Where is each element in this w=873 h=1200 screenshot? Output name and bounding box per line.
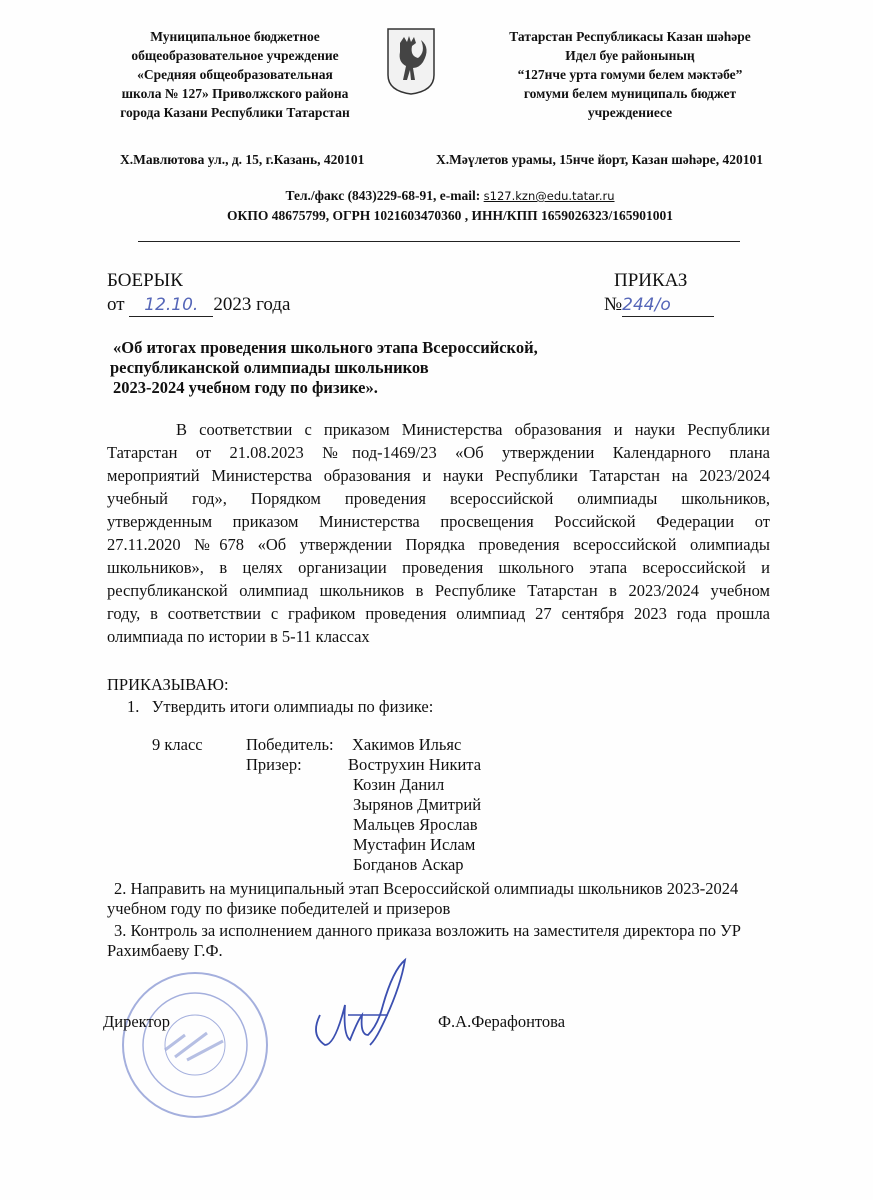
prizewinner-name: Богданов Аскар — [353, 855, 464, 874]
item-3-line: 3. Контроль за исполнением данного приказа возложить на заместителя директора по УР — [114, 921, 741, 940]
registration-codes: ОКПО 48675799, ОГРН 1021603470360 , ИНН/КПП 1659026323/165901001 — [227, 208, 673, 223]
body-line: В соответствии с приказом Министерства образования и науки Республики — [176, 420, 770, 439]
subject-line: «Об итогах проведения школьного этапа Всероссийской, — [113, 338, 538, 357]
decree-item-3 — [107, 921, 741, 961]
prizewinner-name: Мальцев Ярослав — [353, 815, 478, 834]
decree-item-1: 1. Утвердить итоги олимпиады по физике: — [127, 697, 434, 716]
subject-line: 2023-2024 учебном году по физике». — [113, 378, 378, 397]
item-2-line: учебном году по физике победителей и призеров — [107, 899, 451, 918]
prize-label: Призер: — [246, 755, 302, 774]
address-right: Х.Мәүлетов урамы, 15нче йорт, Казан шәһәре, 420101 — [436, 152, 764, 167]
header-left-line: «Средняя общеобразовательная — [137, 67, 333, 82]
header-left-line: города Казани Республики Татарстан — [120, 105, 350, 120]
body-line: утвержденным приказом Министерства просвещения Российской Федерации от — [107, 512, 770, 531]
winner-name: Хакимов Ильяс — [352, 735, 462, 754]
handwritten-date: 12.10. — [144, 295, 199, 315]
header-right-line: “127нче урта гомуми белем мәктәбе” — [517, 67, 743, 82]
header-right-line: учреждениесе — [587, 105, 673, 120]
email-link[interactable]: s127.kzn@edu.tatar.ru — [483, 189, 615, 203]
header-left-line: школа № 127» Приволжского района — [121, 86, 349, 101]
address-left: Х.Мавлютова ул., д. 15, г.Казань, 420101 — [120, 152, 365, 167]
order-subject — [110, 338, 538, 398]
grade-label: 9 класс — [152, 735, 203, 754]
contacts — [100, 186, 800, 225]
item-2-line: 2. Направить на муниципальный этап Всероссийской олимпиады школьников 2023-2024 — [114, 879, 739, 898]
date-field — [129, 294, 213, 317]
body-line: 27.11.2020 №678 «Об утверждении Порядка проведения всероссийской олимпиады — [107, 535, 770, 554]
body-line: учебный год», Порядком проведения всероссийской олимпиады школьников, — [107, 489, 770, 508]
number-prefix: № — [604, 294, 623, 315]
signature-icon — [300, 955, 410, 1065]
body-line: мероприятий Министерства образования и науки Республики Татарстан на 2023/2024 — [107, 466, 770, 485]
body-line: году, в соответствии с графиком проведения олимпиад 27 сентября 2023 года прошла — [107, 604, 770, 623]
order-date — [107, 294, 290, 317]
body-line: Татарстан от 21.08.2023 №под-1469/23 «Об утверждении Календарного плана — [107, 443, 770, 462]
body-line: республиканской олимпиад школьников в Республике Татарстан в 2023/2024 учебном — [107, 581, 770, 600]
header-left-line: Муниципальное бюджетное — [150, 29, 320, 44]
winner-label: Победитель: — [246, 735, 334, 754]
decree-item-2 — [107, 879, 738, 919]
order-number — [604, 294, 714, 317]
prizewinner-list — [348, 755, 481, 875]
item-3-line: Рахимбаеву Г.Ф. — [107, 941, 223, 960]
date-year: 2023 года — [213, 294, 291, 315]
header-divider — [138, 241, 740, 242]
coat-of-arms-icon — [386, 27, 436, 95]
signatory-name: Ф.А.Ферафонтова — [438, 1012, 566, 1031]
prizewinner-name: Зырянов Дмитрий — [353, 795, 482, 814]
official-stamp-icon — [115, 965, 275, 1125]
signatory-role: Директор — [103, 1012, 170, 1031]
contact-prefix: Тел./факс (843)229-68-91, e-mail: — [285, 188, 484, 203]
header-right-line: Татарстан Республикасы Казан шәһәре — [509, 29, 751, 44]
header-right-line: Идел буе районының — [565, 48, 695, 63]
prizewinner-name: Козин Данил — [353, 775, 445, 794]
body-line: олимпиада по истории в 5-11 классах — [107, 627, 370, 646]
header-left-line: общеобразовательное учреждение — [131, 48, 339, 63]
decree-heading: ПРИКАЗЫВАЮ: — [107, 675, 229, 694]
prizewinner-name: Мустафин Ислам — [353, 835, 476, 854]
number-field — [622, 294, 714, 317]
handwritten-number: 244/о — [622, 295, 671, 315]
header-left — [100, 27, 370, 122]
order-title: ПРИКАЗ — [614, 270, 688, 291]
body-line: школьников», в целях организации проведения школьного этапа всероссийской и — [107, 558, 770, 577]
subject-line: республиканской олимпиады школьников — [110, 358, 429, 377]
order-tatar-title: БОЕРЫК — [107, 270, 183, 291]
header-right-line: гомуми белем муниципаль бюджет — [523, 86, 737, 101]
header-right — [480, 27, 780, 122]
prizewinner-name: Вострухин Никита — [348, 755, 482, 774]
date-prefix: от — [107, 294, 125, 315]
